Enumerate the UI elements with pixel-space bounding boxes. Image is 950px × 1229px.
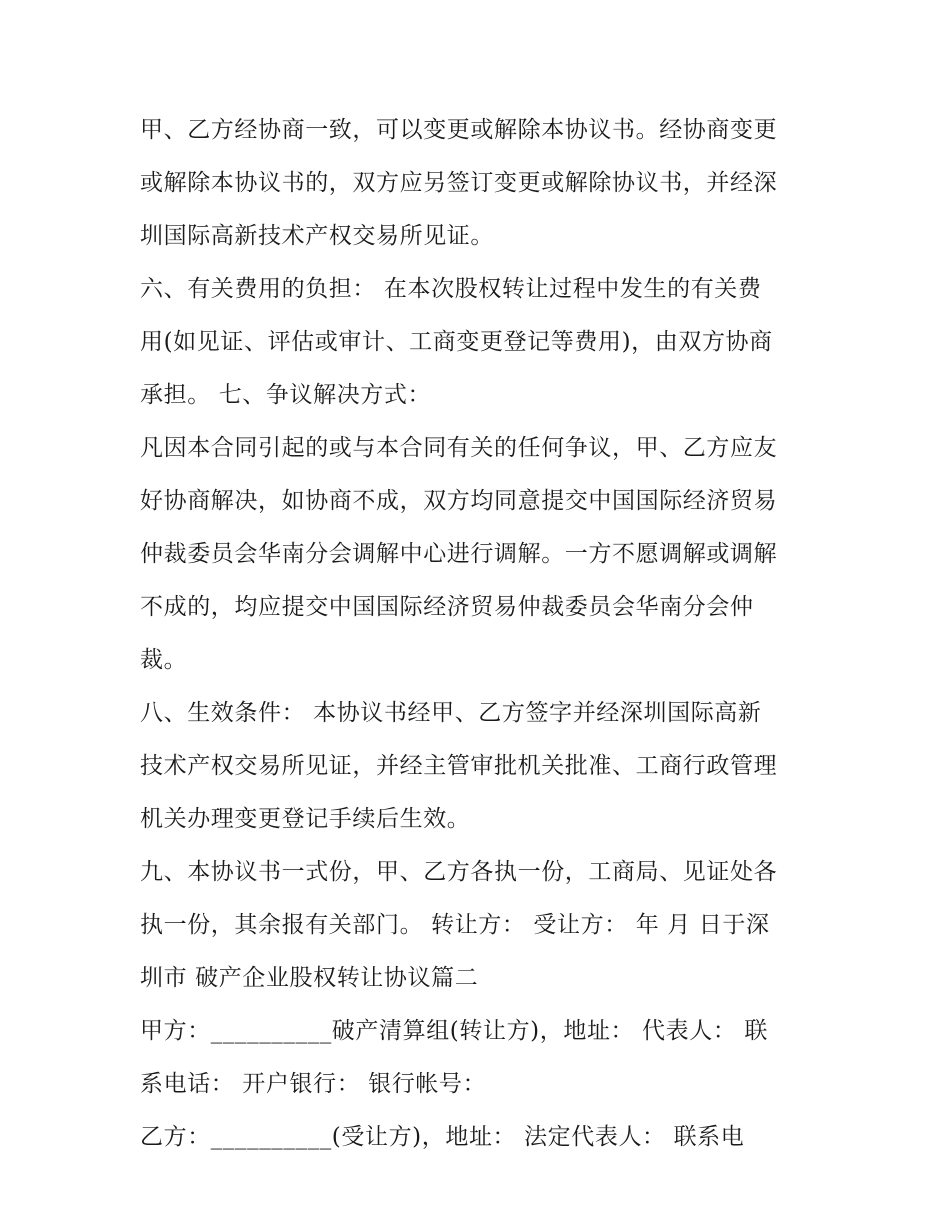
text-line: 仲裁委员会华南分会调解中心进行调解。一方不愿调解或调解 [140, 541, 778, 567]
document-body [140, 104, 820, 1164]
text-line: 技术产权交易所见证，并经主管审批机关批准、工商行政管理 [140, 753, 778, 779]
text-line: 八、生效条件： 本协议书经甲、乙方签字并经深圳国际高新 [140, 700, 762, 726]
paragraph-party-a [140, 1005, 820, 1111]
paragraph-section-eight-effectiveness [140, 687, 820, 846]
text-line: 承担。 七、争议解决方式： [140, 382, 432, 408]
paragraph-dispute-resolution [140, 422, 820, 687]
text-line: 凡因本合同引起的或与本合同有关的任何争议，甲、乙方应友 [140, 435, 778, 461]
text-line: 甲方：__________破产清算组(转让方)，地址： 代表人： 联 [140, 1018, 768, 1044]
text-line: 圳国际高新技术产权交易所见证。 [140, 223, 494, 249]
text-line: 不成的，均应提交中国国际经济贸易仲裁委员会华南分会仲 [140, 594, 754, 620]
text-line: 系电话： 开户银行： 银行帐号： [140, 1071, 487, 1097]
text-line: 机关办理变更登记手续后生效。 [140, 806, 471, 832]
text-line: 圳市 破产企业股权转让协议篇二 [140, 965, 479, 991]
text-line: 好协商解决，如协商不成，双方均同意提交中国国际经济贸易 [140, 488, 778, 514]
text-line: 裁。 [140, 647, 188, 673]
text-line: 用(如见证、评估或审计、工商变更登记等费用)，由双方协商 [140, 329, 773, 355]
text-line: 执一份，其余报有关部门。 转让方： 受让方： 年 月 日于深 [140, 912, 770, 938]
text-line: 乙方：__________(受让方)，地址： 法定代表人： 联系电 [140, 1124, 745, 1150]
text-line: 甲、乙方经协商一致，可以变更或解除本协议书。经协商变更 [140, 117, 778, 143]
text-line: 九、本协议书一式份，甲、乙方各执一份，工商局、见证处各 [140, 859, 778, 885]
text-line: 或解除本协议书的，双方应另签订变更或解除协议书，并经深 [140, 170, 778, 196]
paragraph-agreement-modification [140, 104, 820, 263]
text-line: 六、有关费用的负担： 在本次股权转让过程中发生的有关费 [140, 276, 762, 302]
paragraph-party-b [140, 1111, 820, 1164]
paragraph-section-six-fees [140, 263, 820, 422]
paragraph-section-nine-copies [140, 846, 820, 1005]
